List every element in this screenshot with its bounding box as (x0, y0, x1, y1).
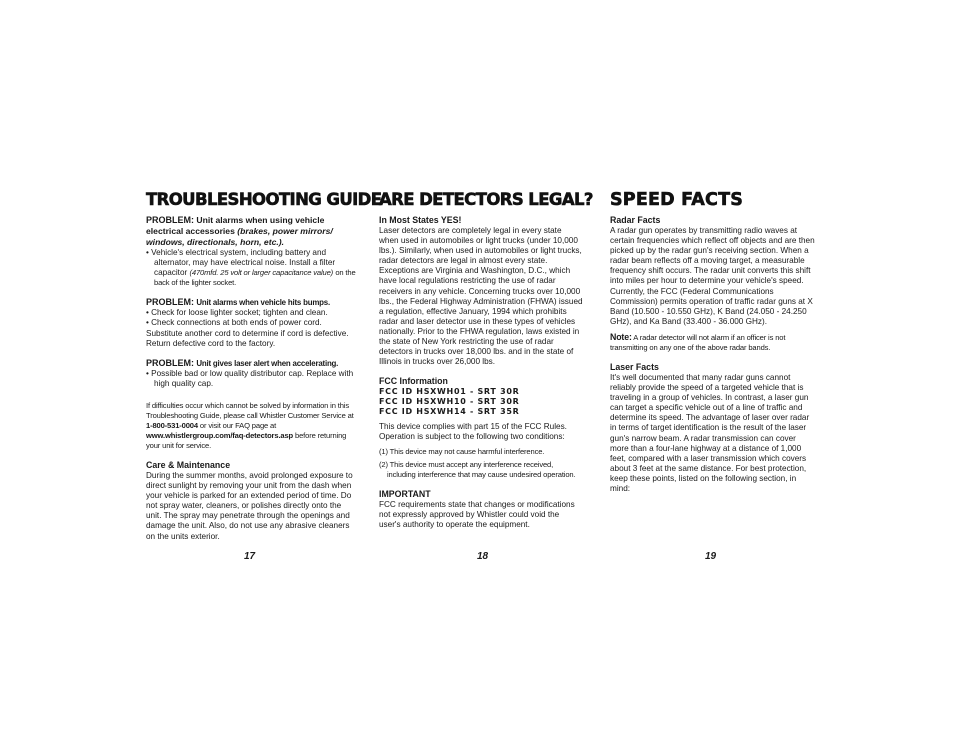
note-paragraph (610, 332, 816, 353)
care-maintenance-title: Care & Maintenance (146, 459, 231, 470)
problem-1-text-italic: (brakes, power mirrors/ windows, directionals, horn, etc.). (146, 226, 333, 247)
page-number-18: 18 (477, 551, 489, 562)
radar-facts-text: A radar gun operates by transmitting radio waves at certain frequencies which reflect off objects and are then picked up by the radar gun's receiving section. When a radar beam reflects off a moving target, a measurable frequency shift occurs. The radar unit converts this shift into miles per hour to determine your vehicle's speed. Currently, the FCC (Federal Communications Commission) permits operation of traffic radar guns at X Band (10.500 - 10.550 GHz), K Band (24.050 - 24.250 GHz), and Ka Band (33.400 - 36.000 GHz). (610, 226, 815, 326)
contact-phone: 1-800-531-0004 (146, 420, 198, 430)
speed-facts-heading: SPEED FACTS (610, 190, 744, 210)
fcc-id-3: FCC ID HSXWH14 - SRT 35R (379, 407, 520, 417)
problem-1-text: Unit alarms when using vehicle electrical accessories (146, 215, 325, 236)
contact-text-b: or visit our FAQ page at (199, 420, 277, 430)
problem-2-bullet-2: • Check connections at both ends of power cord. (146, 318, 322, 328)
fcc-condition-1: (1) This device may not cause harmful interference. (379, 446, 545, 456)
problem-1-solution (146, 248, 358, 288)
problem-1-solution-end: on the back of the lighter socket. (154, 268, 356, 288)
faq-link[interactable]: www.whistlergroup.com/faq-detectors.asp (146, 430, 294, 440)
radar-facts-title: Radar Facts (610, 215, 661, 225)
page-18-column (379, 190, 593, 530)
legal-heading: ARE DETECTORS LEGAL? (379, 190, 593, 209)
fcc-id-2: FCC ID HSXWH10 - SRT 30R (379, 397, 520, 407)
page-19-column (610, 190, 816, 494)
problem-1-title (146, 215, 358, 248)
problem-1-solution-italic: (470mfd. 25 volt or larger capacitance value) (189, 268, 334, 278)
problem-2-text: Unit alarms when vehicle hits bumps. (196, 298, 330, 308)
customer-service-note (146, 401, 358, 451)
problem-3-bullet-1: • Possible bad or low quality distributor cap. Replace with high quality cap. (146, 368, 354, 388)
problem-2-label: PROBLEM: (146, 297, 194, 308)
problem-3-text: Unit gives laser alert when accelerating. (196, 358, 339, 368)
problem-1-solution-text: • Vehicle's electrical system, including battery and alternator, may have electrical noise. Install a filter capacitor (146, 248, 336, 278)
important-text: FCC requirements state that changes or modifications not expressly approved by Whistler could void the user's authority to operate the equipment. (379, 499, 575, 529)
troubleshooting-heading: TROUBLESHOOTING GUIDE (146, 190, 382, 209)
important-title: IMPORTANT (379, 488, 431, 499)
problem-2-substitute-text: Substitute another cord to determine if cord is defective. Return defective cord to the factory. (146, 328, 349, 348)
problem-2-bullet-1: • Check for loose lighter socket; tighten and clean. (146, 308, 328, 318)
fcc-condition-2: (2) This device must accept any interference received, including interference that may cause undesired operation. (379, 459, 576, 479)
page-17-column (146, 190, 382, 542)
note-label: Note: (610, 331, 632, 342)
contact-text-a: If difficulties occur which cannot be solved by information in this Troubleshooting Guide, please call Whistler Customer Service at (146, 400, 354, 420)
problem-1-label: PROBLEM: (146, 215, 194, 225)
page-number-19: 19 (705, 551, 717, 562)
laser-facts-text: It's well documented that many radar guns cannot reliably provide the speed of a targeted vehicle that is traveling in a group of vehicles. In contrast, a laser gun can target a specific vehicle out of a line of traffic and determine its speed. The advantage of laser over radar in terms of target identification is the result of the laser gun's narrow beam. A radar transmission can cover more than a four-lane highway at a distance of 1,000 feet, compared with a laser transmission which covers about 3 feet at the same distance. For best protection, keep these points, listed on the following section, in mind: (610, 372, 810, 493)
care-maintenance-text: During the summer months, avoid prolonged exposure to direct sunlight by removing your unit from the dash when your vehicle is parked for an extended period of time. Do not spray water, cleaners, or polishes directly onto the unit. The spray may penetrate through the openings and damage the unit. Also, do not use any abrasive cleaners on the units exterior. (146, 470, 353, 541)
problem-2-substitute (146, 329, 358, 349)
problem-3-title (146, 358, 358, 369)
note-text: A radar detector will not alarm if an officer is not transmitting on any one of the above radar bands. (610, 332, 786, 352)
laser-facts-title: Laser Facts (610, 361, 659, 372)
legal-text: Laser detectors are completely legal in every state when used in automobiles or light trucks (under 10,000 lbs.). Similarly, when used in automobiles or light trucks, radar detectors are legal in almost every state. Exceptions are Virginia and Washington, D.C., which have local regulations restricting the use of radar receivers in any vehicle. Concerning trucks over 10,000 lbs., the Federal Highway Administration (FHWA) issued a regulation, effective January, 1994 which prohibits radar and laser detector use in these types of vehicles nationally. Prior to the FHWA regulation, laws existed in the state of New York restricting the use of radar detectors in trucks over 18,000 lbs. and in the state of Illinois in trucks over 26,000 lbs. (379, 226, 583, 367)
problem-2-title (146, 297, 358, 308)
problem-3-label: PROBLEM: (146, 357, 194, 368)
fcc-info-title: FCC Information (379, 376, 448, 387)
page-number-17: 17 (244, 551, 256, 562)
fcc-id-1: FCC ID HSXWH01 - SRT 30R (379, 387, 520, 397)
legal-subheading: In Most States YES! (379, 215, 462, 225)
contact-text-c: before returning your unit for service. (146, 430, 347, 450)
fcc-compliance-text: This device complies with part 15 of the FCC Rules. Operation is subject to the following two conditions: (379, 422, 567, 442)
